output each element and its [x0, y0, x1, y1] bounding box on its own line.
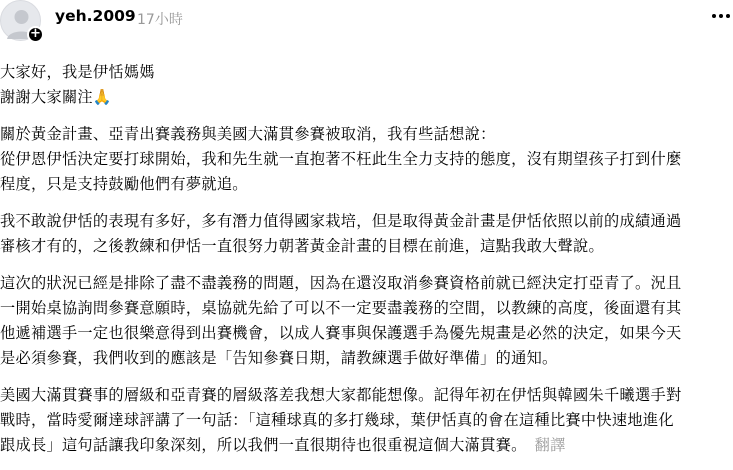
more-icon — [709, 6, 733, 26]
post-paragraph: 這次的狀況已經是排除了盡不盡義務的問題，因為在還沒取消參賽資格前就已經決定打亞青了。況且 一開始桌協詢問參賽意願時，桌協就先給了可以不一定要盡義務的空間，以教練的高度，後面還有其 他遞補選手一定也很樂意得到出賽機會，以成人賽事與保護選手為優先規畫是必然的決定，如果今天 是必須參賽，我們收到的應該是「告知參賽日期，請教練選手做好準備」的通知。 — [0, 274, 682, 367]
post-paragraph: 美國大滿貫賽事的層級和亞青賽的層級落差我想大家都能想像。記得年初在伊恬與韓國朱千曦選手對 戰時，當時愛爾達球評講了一句話：「這種球真的多打幾球，葉伊恬真的會在這種比賽中快速地進化 跟成長」這句話讓我印象深刻，所以我們一直很期待也很重視這個大滿貫賽。 — [0, 386, 682, 454]
post-paragraph-last — [0, 383, 733, 458]
post-paragraph: 關於黃金計畫、亞青出賽義務與美國大滿貫參賽被取消，我有些話想說： 從伊恩伊恬決定要打球開始，我和先生就一直抱著不枉此生全力支持的態度，沒有期望孩子打到什麼 程度，只是支持鼓勵他們有夢就追。 — [0, 125, 682, 193]
more-button[interactable] — [709, 6, 733, 26]
post-body — [0, 60, 733, 470]
plus-icon[interactable]: + — [27, 26, 44, 43]
post-paragraph: 大家好，我是伊恬媽媽 謝謝大家關注🙏 — [0, 63, 155, 106]
post-header — [0, 0, 733, 50]
translate-link[interactable]: 翻譯 — [534, 436, 566, 454]
username[interactable]: yeh.2009 — [55, 7, 136, 25]
post-time: 17小時 — [137, 12, 183, 28]
post-paragraph: 我不敢說伊恬的表現有多好，多有潛力值得國家栽培，但是取得黃金計畫是伊恬依照以前的成績通過 審核才有的，之後教練和伊恬一直很努力朝著黃金計畫的目標在前進，這點我敢大聲說。 — [0, 212, 682, 255]
